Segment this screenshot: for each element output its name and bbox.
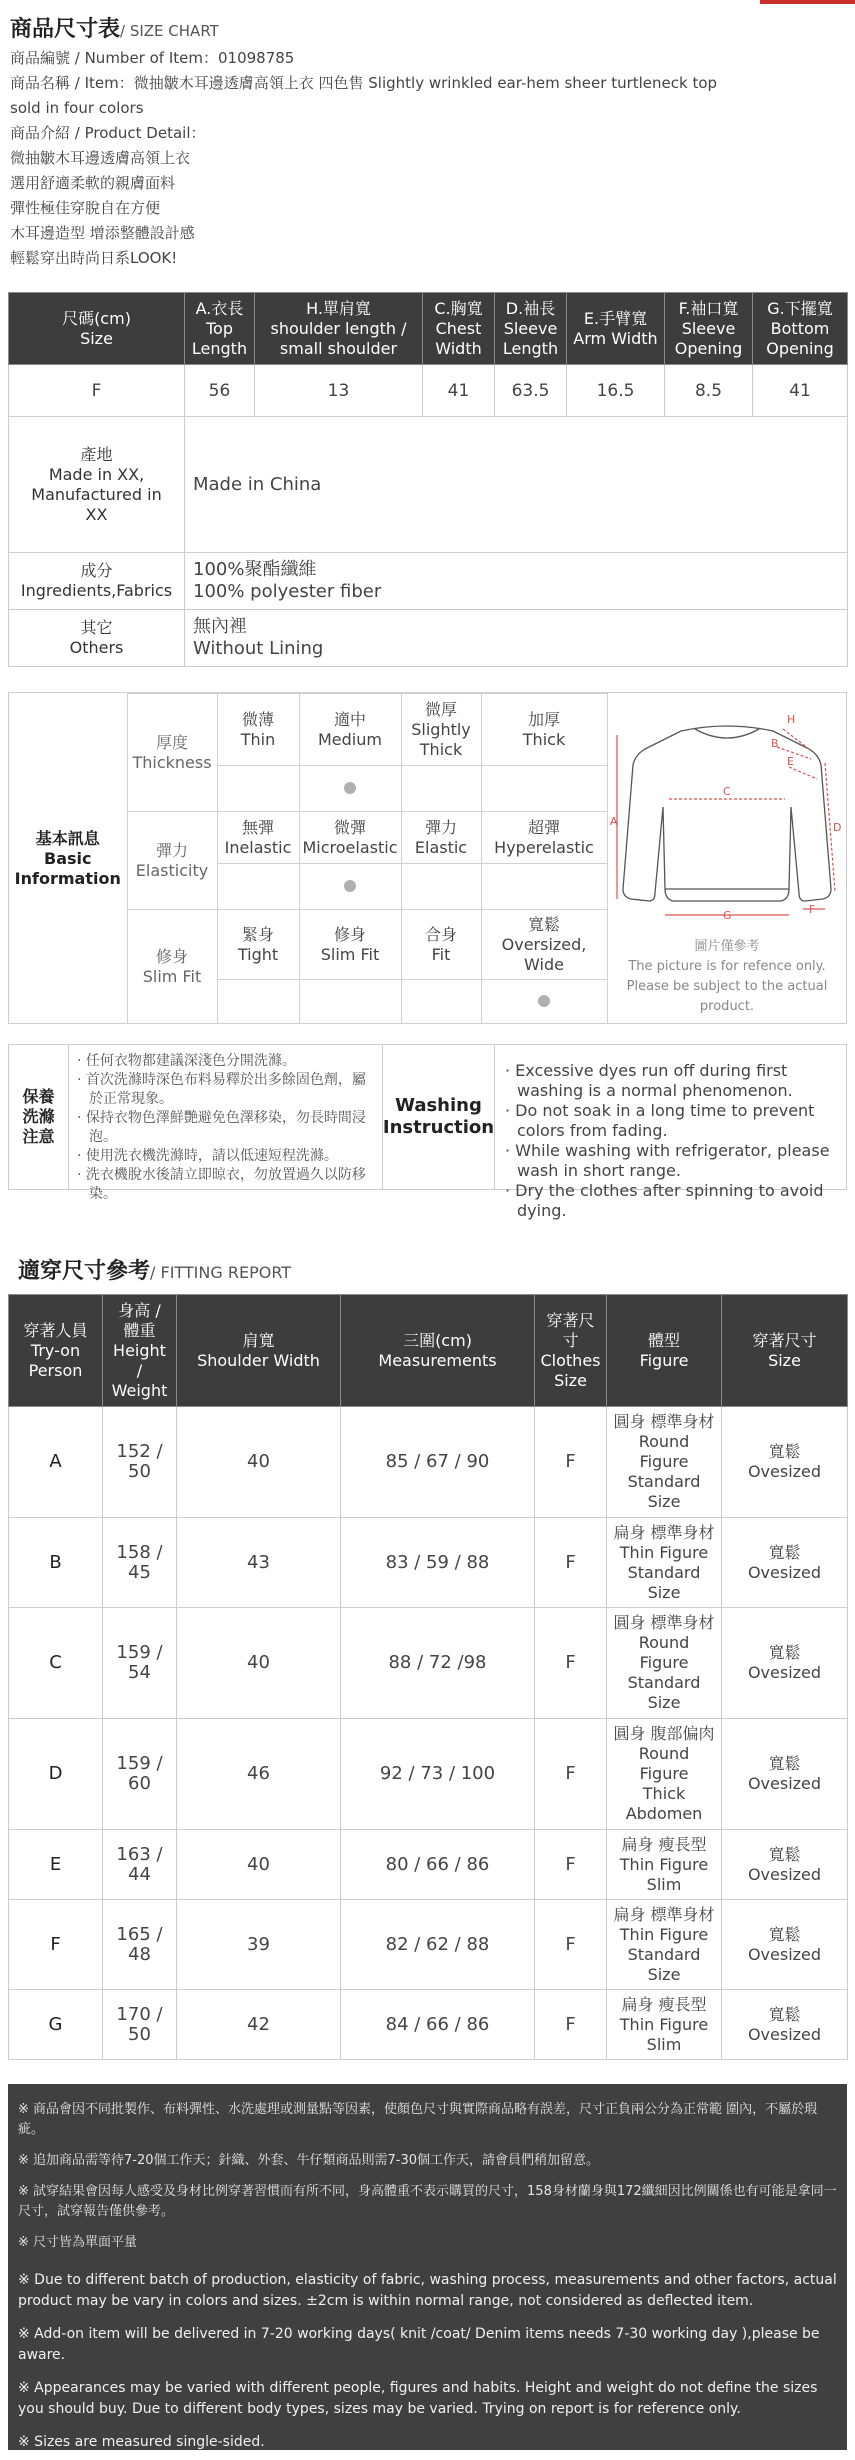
person-id: B (9, 1518, 103, 1608)
figure-value: 圓身 腹部偏肉 Round Figure Thick Abdomen (607, 1719, 722, 1830)
product-detail-line: 選用舒適柔軟的親膚面料 (10, 174, 176, 192)
basic-info-panel (8, 692, 847, 1024)
clothes-size-value: F (535, 1407, 607, 1518)
top-accent-bar (760, 0, 855, 4)
item-name-cont: sold in four colors (10, 99, 144, 117)
product-detail-line: 微抽皺木耳邊透膚高領上衣 (10, 149, 191, 167)
origin-row (9, 417, 848, 553)
header-chest: C.胸寬 Chest Width (423, 293, 495, 365)
thickness-label: 厚度 Thickness (127, 694, 217, 812)
header-bottom-opening: G.下擺寬 Bottom Opening (753, 293, 848, 365)
person-id: G (9, 1990, 103, 2060)
size-row (9, 365, 848, 417)
elasticity-option: 彈力 Elastic (401, 812, 481, 864)
wear-size-value: 寬鬆 Ovesized (722, 1518, 848, 1608)
washing-panel (8, 1044, 847, 1220)
size-table (8, 292, 848, 667)
ingredients-label: 成分 Ingredients,Fabrics (9, 553, 185, 610)
height-weight: 159 / 60 (103, 1719, 177, 1830)
size-cell: F (9, 365, 185, 417)
basic-info-table (9, 693, 608, 1024)
elasticity-option: 超彈 Hyperelastic (481, 812, 607, 864)
figure-value: 扁身 標準身材 Thin Figure Standard Size (607, 1900, 722, 1990)
wear-size-value: 寬鬆 Ovesized (722, 1900, 848, 1990)
note-en: ※ Appearances may be varied with different people, figures and habits. Height and weight do not define the sizes you should buy. Due to different body types, sizes may be varied. Trying on report is for reference only. (18, 2380, 818, 2417)
shoulder-value: 40 (177, 1830, 341, 1900)
figure-value: 扁身 瘦長型 Thin Figure Slim (607, 1830, 722, 1900)
figure-value: 圓身 標準身材 Round Figure Standard Size (607, 1407, 722, 1518)
person-id: D (9, 1719, 103, 1830)
measurements-value: 83 / 59 / 88 (341, 1518, 535, 1608)
note-en: ※ Add-on item will be delivered in 7-20 working days( knit /coat/ Denim items needs 7-30 working day ),please be aware. (18, 2326, 820, 2363)
item-name: 商品名稱 / Item：微抽皺木耳邊透膚高領上衣 四色售 Slightly wrinkled ear-hem sheer turtleneck top (10, 74, 718, 92)
figure-value: 扁身 標準身材 Thin Figure Standard Size (607, 1518, 722, 1608)
table-row (9, 1830, 848, 1900)
size-cell: 41 (753, 365, 848, 417)
header-figure: 體型 Figure (607, 1295, 722, 1407)
elasticity-mark (299, 864, 401, 910)
header-sleeve-opening: F.袖口寬 Sleeve Opening (665, 293, 753, 365)
thickness-option: 加厚 Thick (481, 694, 607, 766)
fitting-table (8, 1294, 848, 2060)
person-id: F (9, 1900, 103, 1990)
diagram-label-h: H (787, 713, 796, 726)
header-size: 尺碼(cm) Size (9, 293, 185, 365)
diagram-caption: 圖片僅參考 The picture is for refence only. Please be subject to the actual product. (626, 939, 828, 1014)
header-wear-size: 穿著尺寸 Size (722, 1295, 848, 1407)
size-cell: 56 (185, 365, 255, 417)
note-en: ※ Due to different batch of production, elasticity of fabric, washing process, measurements and other factors, actual product may be vary in colors and sizes. ±2cm is within normal range, not considered as deflected item. (18, 2272, 837, 2309)
shoulder-value: 40 (177, 1608, 341, 1719)
clothes-size-value: F (535, 1990, 607, 2060)
thickness-option: 微厚 Slightly Thick (401, 694, 481, 766)
care-item-en: · Do not soak in a long time to prevent colors from fading. (505, 1101, 815, 1140)
product-header (10, 14, 840, 271)
care-list-en (495, 1045, 846, 1220)
sweater-outline-icon (623, 726, 831, 901)
clothes-size-value: F (535, 1608, 607, 1719)
wear-size-value: 寬鬆 Ovesized (722, 1830, 848, 1900)
origin-value: Made in China (185, 417, 848, 553)
header-top-length: A.衣長 Top Length (185, 293, 255, 365)
note-zh: ※ 試穿結果會因每人感受及身材比例穿著習慣而有所不同，身高體重不表示購買的尺寸，158身材蘭身與172纖細因比例關係也有可能是拿同一尺寸，試穿報告僅供參考。 (18, 2184, 837, 2219)
measurements-value: 82 / 62 / 88 (341, 1900, 535, 1990)
product-detail-line: 輕鬆穿出時尚日系LOOK! (10, 249, 178, 267)
header-clothes-size: 穿著尺 寸 Clothes Size (535, 1295, 607, 1407)
diagram-label-e: E (787, 755, 794, 768)
shoulder-value: 39 (177, 1900, 341, 1990)
person-id: C (9, 1608, 103, 1719)
elasticity-option: 無彈 Inelastic (217, 812, 299, 864)
others-label: 其它 Others (9, 610, 185, 667)
table-row (9, 1900, 848, 1990)
fit-option: 寬鬆 Oversized, Wide (481, 910, 607, 980)
care-item-en: · Dry the clothes after spinning to avoid dying. (505, 1181, 824, 1220)
header-measurements: 三圍(cm) Measurements (341, 1295, 535, 1407)
care-item-zh: · 洗衣機脫水後請立即晾衣，勿放置過久以防移染。 (77, 1167, 366, 1202)
elasticity-mark (401, 864, 481, 910)
notes-en (8, 2256, 847, 2450)
height-weight: 170 / 50 (103, 1990, 177, 2060)
measurements-value: 92 / 73 / 100 (341, 1719, 535, 1830)
care-item-en: · Excessive dyes run off during first washing is a normal phenomenon. (505, 1061, 793, 1100)
product-detail-label: 商品介紹 / Product Detail： (10, 124, 206, 142)
thickness-mark (481, 766, 607, 812)
fitting-header (9, 1295, 848, 1407)
diagram-label-g: G (723, 909, 732, 922)
elasticity-label: 彈力 Elasticity (127, 812, 217, 910)
elasticity-mark (481, 864, 607, 910)
elasticity-option: 微彈 Microelastic (299, 812, 401, 864)
wear-size-value: 寬鬆 Ovesized (722, 1608, 848, 1719)
note-zh: ※ 商品會因不同批製作、布料彈性、水洗處理或測量點等因素，使顏色尺寸與實際商品略有誤差，尺寸正負兩公分為正常範 圍內，不屬於瑕疵。 (18, 2102, 818, 2137)
wear-size-value: 寬鬆 Ovesized (722, 1990, 848, 2060)
diagram-label-c: C (723, 785, 731, 798)
others-value: 無內裡 Without Lining (185, 610, 848, 667)
washing-instruction-label: Washing Instruction (383, 1045, 495, 1189)
care-item-zh: · 使用洗衣機洗滌時，請以低速短程洗滌。 (77, 1148, 338, 1164)
header-sleeve-length: D.袖長 Sleeve Length (495, 293, 567, 365)
elasticity-mark (217, 864, 299, 910)
care-item-zh: · 任何衣物都建議深淺色分開洗滌。 (77, 1053, 296, 1069)
size-cell: 63.5 (495, 365, 567, 417)
fit-option: 緊身 Tight (217, 910, 299, 980)
basic-info-label: 基本訊息 Basic Information (9, 694, 127, 1024)
header-person: 穿著人員 Try-on Person (9, 1295, 103, 1407)
thickness-mark (299, 766, 401, 812)
diagram-label-d: D (833, 821, 842, 834)
diagram-label-b: B (771, 737, 779, 750)
diagram-label-a: A (610, 815, 618, 828)
wear-size-value: 寬鬆 Ovesized (722, 1407, 848, 1518)
care-list-zh (69, 1045, 383, 1202)
measurements-value: 80 / 66 / 86 (341, 1830, 535, 1900)
height-weight: 159 / 54 (103, 1608, 177, 1719)
care-label: 保養 洗滌 注意 (9, 1045, 69, 1189)
table-row (9, 1719, 848, 1830)
item-number: 商品編號 / Number of Item：01098785 (10, 49, 295, 67)
fit-mark (481, 980, 607, 1024)
fit-option: 合身 Fit (401, 910, 481, 980)
note-en: ※ Sizes are measured single-sided. (18, 2434, 265, 2450)
person-id: E (9, 1830, 103, 1900)
height-weight: 152 / 50 (103, 1407, 177, 1518)
header-shoulder: H.單肩寬 shoulder length / small shoulder (255, 293, 423, 365)
header-shoulder-width: 肩寬 Shoulder Width (177, 1295, 341, 1407)
clothes-size-value: F (535, 1518, 607, 1608)
product-detail-line: 彈性極佳穿脫自在方便 (10, 199, 161, 217)
care-item-zh: · 首次洗滌時深色布料易釋於出多餘固色劑，屬於正常現象。 (77, 1072, 366, 1107)
clothes-size-value: F (535, 1830, 607, 1900)
height-weight: 158 / 45 (103, 1518, 177, 1608)
table-row (9, 1608, 848, 1719)
thickness-mark (401, 766, 481, 812)
selected-dot (344, 782, 356, 794)
size-cell: 16.5 (567, 365, 665, 417)
product-detail-line: 木耳邊造型 增添整體設計感 (10, 224, 195, 242)
fit-mark (217, 980, 299, 1024)
measurements-value: 88 / 72 /98 (341, 1608, 535, 1719)
wear-size-value: 寬鬆 Ovesized (722, 1719, 848, 1830)
others-row (9, 610, 848, 667)
ingredients-row (9, 553, 848, 610)
care-item-zh: · 保持衣物色澤鮮艷避免色澤移染，勿長時間浸泡。 (77, 1110, 366, 1145)
table-row (9, 1518, 848, 1608)
fit-mark (299, 980, 401, 1024)
thickness-option: 微薄 Thin (217, 694, 299, 766)
person-id: A (9, 1407, 103, 1518)
size-cell: 13 (255, 365, 423, 417)
figure-value: 圓身 標準身材 Round Figure Standard Size (607, 1608, 722, 1719)
note-zh: ※ 追加商品需等待7-20個工作天；針織、外套、牛仔類商品則需7-30個工作天，請會員們稍加留意。 (18, 2153, 600, 2168)
shoulder-value: 46 (177, 1719, 341, 1830)
header-arm-width: E.手臂寬 Arm Width (567, 293, 665, 365)
size-cell: 41 (423, 365, 495, 417)
shoulder-value: 40 (177, 1407, 341, 1518)
clothes-size-value: F (535, 1900, 607, 1990)
header-height-weight: 身高 / 體重 Height / Weight (103, 1295, 177, 1407)
diagram-label-f: F (809, 903, 816, 916)
table-row (9, 1407, 848, 1518)
note-zh: ※ 尺寸皆為單面平量 (18, 2235, 138, 2250)
measurements-value: 84 / 66 / 86 (341, 1990, 535, 2060)
ingredients-value: 100%聚酯纖維 100% polyester fiber (185, 553, 848, 610)
thickness-mark (217, 766, 299, 812)
figure-value: 扁身 瘦長型 Thin Figure Slim (607, 1990, 722, 2060)
height-weight: 163 / 44 (103, 1830, 177, 1900)
table-row (9, 1990, 848, 2060)
size-chart-title: 商品尺寸表/ SIZE CHART (10, 17, 219, 42)
fit-label: 修身 Slim Fit (127, 910, 217, 1024)
shoulder-value: 42 (177, 1990, 341, 2060)
fit-mark (401, 980, 481, 1024)
selected-dot (344, 880, 356, 892)
size-table-header (9, 293, 848, 365)
origin-label: 產地 Made in XX, Manufactured in XX (9, 417, 185, 553)
shoulder-value: 43 (177, 1518, 341, 1608)
clothes-size-value: F (535, 1719, 607, 1830)
fit-option: 修身 Slim Fit (299, 910, 401, 980)
care-item-en: · While washing with refrigerator, please wash in short range. (505, 1141, 830, 1180)
thickness-option: 適中 Medium (299, 694, 401, 766)
height-weight: 165 / 48 (103, 1900, 177, 1990)
fitting-report-title: 適穿尺寸參考/ FITTING REPORT (18, 1259, 292, 1284)
selected-dot (538, 995, 550, 1007)
notes-zh (8, 2084, 847, 2256)
measurements-value: 85 / 67 / 90 (341, 1407, 535, 1518)
size-cell: 8.5 (665, 365, 753, 417)
